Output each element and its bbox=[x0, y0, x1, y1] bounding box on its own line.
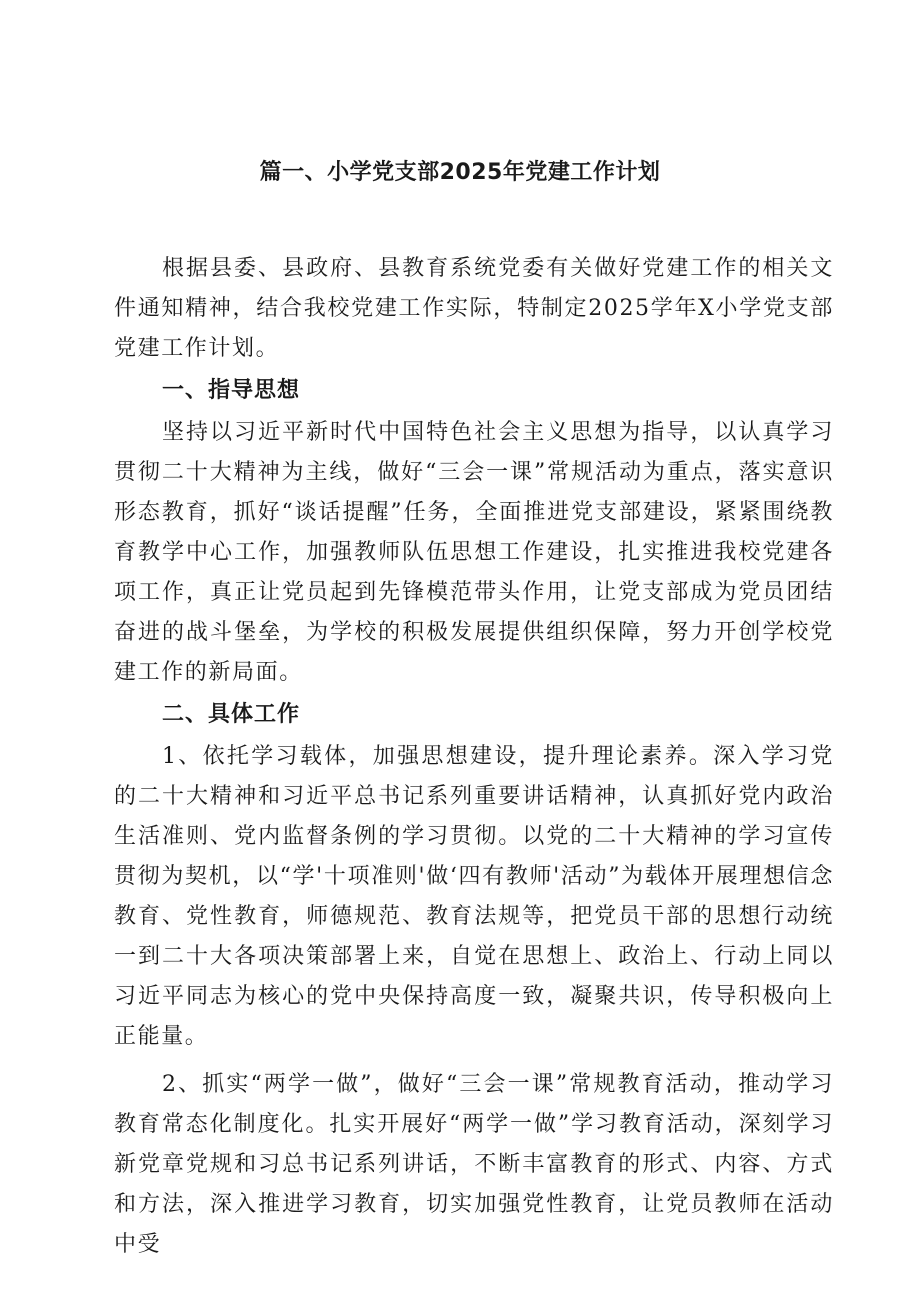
guiding-ideology-paragraph: 坚持以习近平新时代中国特色社会主义思想为指导，以认真学习贯彻二十大精神为主线，做好“三会一课”常规活动为重点，落实意识形态教育，抓好“谈话提醒”任务，全面推进党支部建设，紧紧围绕教育教学中心工作，加强教师队伍思想工作建设，扎实推进我校党建各项工作，真正让党员起到先锋模范带头作用，让党支部成为党员团结奋进的战斗堡垒，为学校的积极发展提供组织保障，努力开创学校党建工作的新局面。 bbox=[114, 420, 834, 685]
section-heading-specific-work: 二、具体工作 bbox=[162, 702, 301, 727]
document-title: 篇一、小学党支部2025年党建工作计划 bbox=[259, 160, 661, 185]
specific-work-item-1: 1、依托学习载体，加强思想建设，提升理论素养。深入学习党的二十大精神和习近平总书记系列重要讲话精神，认真抓好党内政治生活准则、党内监督条例的学习贯彻。以党的二十大精神的学习宣传贯彻为契机，以“学'十项准则'做‘四有教师'活动”为载体开展理想信念教育、党性教育，师德规范、教育法规等，把党员干部的思想行动统一到二十大各项决策部署上来，自觉在思想上、政治上、行动上同以习近平同志为核心的党中央保持高度一致，凝聚共识，传导积极向上正能量。 bbox=[114, 744, 834, 1049]
intro-paragraph: 根据县委、县政府、县教育系统党委有关做好党建工作的相关文件通知精神，结合我校党建工作实际，特制定2025学年X小学党支部党建工作计划。 bbox=[114, 256, 834, 361]
specific-work-item-2: 2、抓实“两学一做”，做好“三会一课”常规教育活动，推动学习教育常态化制度化。扎实开展好“两学一做”学习教育活动，深刻学习新党章党规和习总书记系列讲话，不断丰富教育的形式、内容、方式和方法，深入推进学习教育，切实加强党性教育，让党员教师在活动中受 bbox=[114, 1072, 834, 1257]
section-heading-guiding-ideology: 一、指导思想 bbox=[162, 378, 301, 403]
document-body bbox=[114, 249, 834, 1265]
